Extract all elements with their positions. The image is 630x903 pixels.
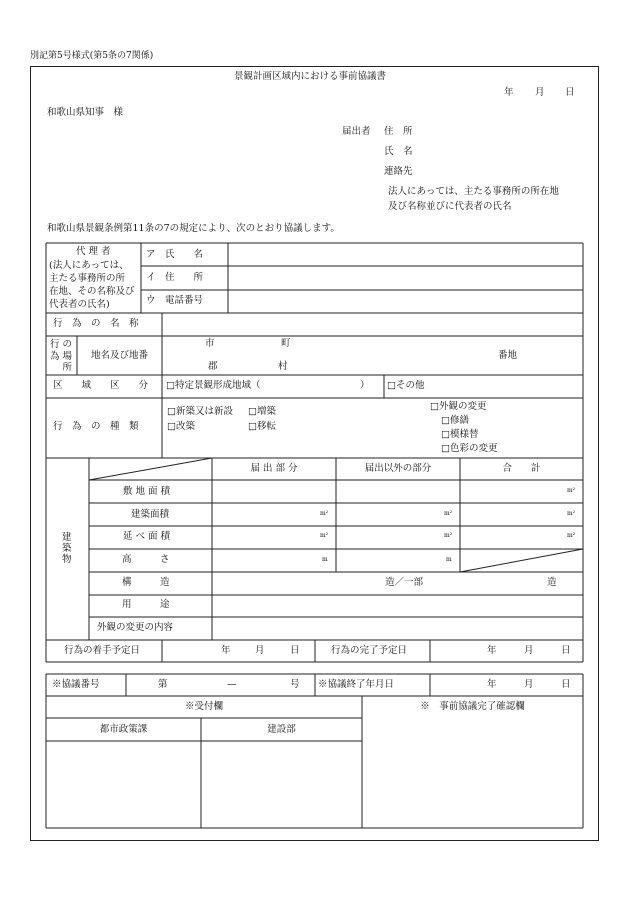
kind-move-checkbox[interactable]: □移転 (248, 421, 276, 432)
name-label: 氏 名 (384, 146, 413, 157)
town-label: 町 (281, 338, 291, 349)
agent-label-3: 主たる事務所の所 (49, 273, 126, 284)
zone-label: 区 域 区 分 (53, 380, 149, 391)
kind-repair-checkbox[interactable]: □修繕 (441, 415, 469, 426)
agent-label-1: 代 理 者 (76, 246, 111, 257)
kind-new-checkbox[interactable]: □新築又は新設 (167, 406, 233, 417)
lot-label: 地名及び地番 (91, 350, 149, 361)
dept-urban-policy: 都市政策課 (99, 724, 148, 735)
structure-end-text: 造 (547, 577, 557, 588)
unit-floor-other: m² (444, 532, 453, 539)
end-month: 月 (524, 645, 534, 656)
use-label: 用 途 (122, 599, 170, 610)
agent-label-4: 在地、その名称及び (49, 286, 135, 297)
agent-phone-label: ウ 電話番号 (146, 295, 204, 306)
kind-reform-checkbox[interactable]: □改築 (167, 421, 195, 432)
applicant-label: 届出者 (342, 126, 371, 137)
consult-no-dai: 第 (158, 679, 168, 690)
unit-floor-reported: m² (320, 532, 329, 539)
consult-no-dash: — (227, 679, 237, 690)
agent-label-5: 代表者の氏名) (49, 299, 110, 310)
unit-build-reported: m² (320, 510, 329, 517)
contact-label: 連絡先 (384, 166, 413, 177)
form-title: 景観計画区域内における事前協議書 (234, 71, 387, 82)
unit-build-total: m² (567, 510, 576, 517)
kind-extend-checkbox[interactable]: □増築 (248, 406, 276, 417)
unit-site-total: m² (567, 487, 576, 494)
structure-mid-text: 造／一部 (385, 577, 424, 588)
kind-repattern-checkbox[interactable]: □模様替 (441, 429, 479, 440)
start-month: 月 (255, 645, 265, 656)
structure-label: 構 造 (122, 577, 170, 588)
consult-end-label: ※協議終了年月日 (318, 679, 395, 690)
col-total-header: 合 計 (502, 463, 541, 474)
banchi-label: 番地 (498, 350, 518, 361)
agent-name-label: ア 氏 名 (146, 249, 204, 260)
corp-note-line2: 及び名称並びに代表者の氏名 (388, 201, 512, 212)
reception-header: ※受付欄 (184, 701, 223, 712)
date-year: 年 (504, 87, 514, 98)
unit-build-other: m² (444, 510, 453, 517)
kind-recolor-checkbox[interactable]: □色彩の変更 (441, 443, 498, 454)
end-day: 日 (561, 645, 571, 656)
zone-close-paren: ） (360, 380, 370, 391)
consult-no-label: ※協議番号 (52, 679, 100, 690)
consult-no-go: 号 (290, 679, 300, 690)
build-area-label: 建築面積 (131, 509, 170, 520)
start-day: 日 (290, 645, 300, 656)
agent-label-2: (法人にあっては、 (49, 260, 129, 271)
building-label-2: 築 (62, 543, 72, 554)
unit-height-other: m (446, 556, 452, 563)
end-year: 年 (487, 645, 497, 656)
intro-statement: 和歌山県景観条例第11条の7の規定により、次のとおり協議します。 (47, 223, 340, 234)
consult-end-month: 月 (524, 679, 534, 690)
start-year: 年 (221, 645, 231, 656)
consult-end-day: 日 (561, 679, 571, 690)
form-reference: 別記第5号様式(第5条の7関係) (30, 51, 154, 61)
zone-other-checkbox[interactable]: □その他 (387, 380, 425, 391)
agent-address-label: イ 住 所 (146, 272, 204, 283)
date-day: 日 (565, 87, 575, 98)
address-label: 住 所 (384, 126, 413, 137)
floor-area-label: 延 べ 面 積 (123, 531, 171, 542)
kind-exterior-checkbox[interactable]: □外観の変更 (430, 401, 487, 412)
place-label-3: 所 (50, 362, 73, 373)
completion-header: ※ 事前協議完了確認欄 (420, 701, 525, 712)
exterior-change-label: 外観の変更の内容 (97, 622, 174, 633)
kind-label: 行 為 の 種 類 (53, 421, 139, 432)
col-reported-header: 届 出 部 分 (250, 463, 298, 474)
unit-floor-total: m² (567, 532, 576, 539)
act-name-label: 行 為 の 名 称 (53, 318, 139, 329)
zone-special-checkbox[interactable]: □特定景観形成地域（ (166, 380, 261, 391)
unit-height-reported: m (322, 556, 328, 563)
place-label-2: 為 場 (50, 351, 73, 362)
county-label: 郡 (208, 361, 218, 372)
date-month: 月 (535, 87, 545, 98)
start-date-label: 行為の着手予定日 (64, 645, 141, 656)
addressee: 和歌山県知事 様 (47, 107, 124, 118)
height-label: 高 さ (122, 554, 170, 565)
place-label-1: 行 の (50, 339, 73, 350)
building-label-1: 建 (62, 532, 72, 543)
building-label-3: 物 (62, 554, 72, 565)
village-label: 村 (278, 361, 288, 372)
city-label: 市 (205, 338, 215, 349)
site-area-label: 敷 地 面 積 (123, 486, 171, 497)
consult-end-year: 年 (487, 679, 497, 690)
end-date-label: 行為の完了予定日 (331, 645, 408, 656)
corp-note-line1: 法人にあっては、主たる事務所の所在地 (388, 186, 559, 197)
col-other-header: 届出以外の部分 (364, 463, 432, 474)
dept-construction: 建設部 (267, 724, 296, 735)
